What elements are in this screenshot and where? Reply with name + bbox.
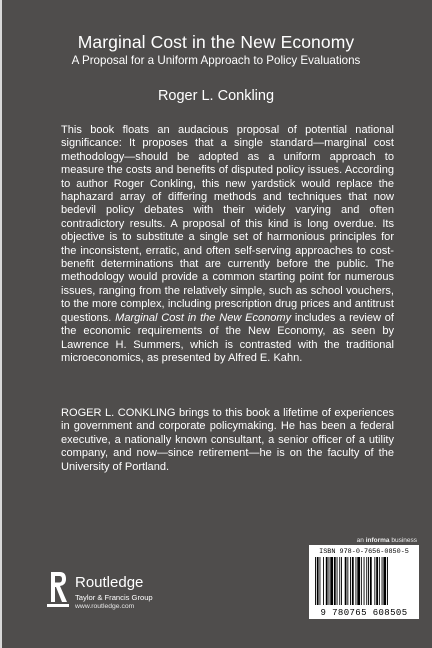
- informa-brand: informa: [365, 537, 390, 544]
- barcode-icon: [313, 557, 415, 607]
- publisher-group: Taylor & Francis Group: [75, 593, 153, 602]
- publisher-name: Routledge: [75, 574, 144, 591]
- ean-number: 9 780765 608505: [320, 608, 408, 618]
- isbn-label: ISBN 978-0-7656-0850-5: [319, 548, 409, 556]
- publisher-url: www.routledge.com: [75, 603, 135, 610]
- description-text-part-2: includes a review of the economic requirements of the New Economy, as seen by Lawrence H. Summers, which is contrasted with the traditional microeconomics, as presented by Alfred E. Kahn.: [61, 311, 394, 364]
- book-author: Roger L. Conkling: [157, 88, 275, 104]
- description-italic-title: Marginal Cost in the New Economy: [115, 311, 292, 324]
- book-title: Marginal Cost in the New Economy: [77, 32, 355, 52]
- routledge-r-logo-icon: [47, 568, 69, 608]
- barcode-panel: [309, 545, 419, 619]
- book-subtitle: A Proposal for a Uniform Approach to Policy Evaluations: [71, 54, 361, 67]
- author-bio: ROGER L. CONKLING brings to this book a lifetime of experiences in government and corporate policymaking. He has been a federal executive, a nationally known consultant, a senior officer of a utility company, and now—since retirement—he is on the faculty of the University of Portland.: [61, 407, 394, 473]
- informa-tagline: an informa business: [356, 537, 417, 544]
- book-description: [61, 124, 394, 365]
- description-text-part-1: This book floats an audacious proposal of potential national significance: It proposes that a single standard—marginal cost methodology—should be adopted as a uniform approach to measure the costs and benefits of disputed policy issues. According to author Roger Conkling, this new yardstick would replace the haphazard array of differing methods and techniques that now bedevil policy debates with their widely varying and often contradictory results. A proposal of this kind is long overdue. Its objective is to substitute a single set of harmonious principles for the inconsistent, erratic, and often self-serving approaches to cost-benefit determinations that are currently before the public. The methodology would provide a common starting point for numerous issues, ranging from the relatively simple, such as school vouchers, to the more complex, including prescription drug prices and antitrust questions.: [61, 124, 394, 324]
